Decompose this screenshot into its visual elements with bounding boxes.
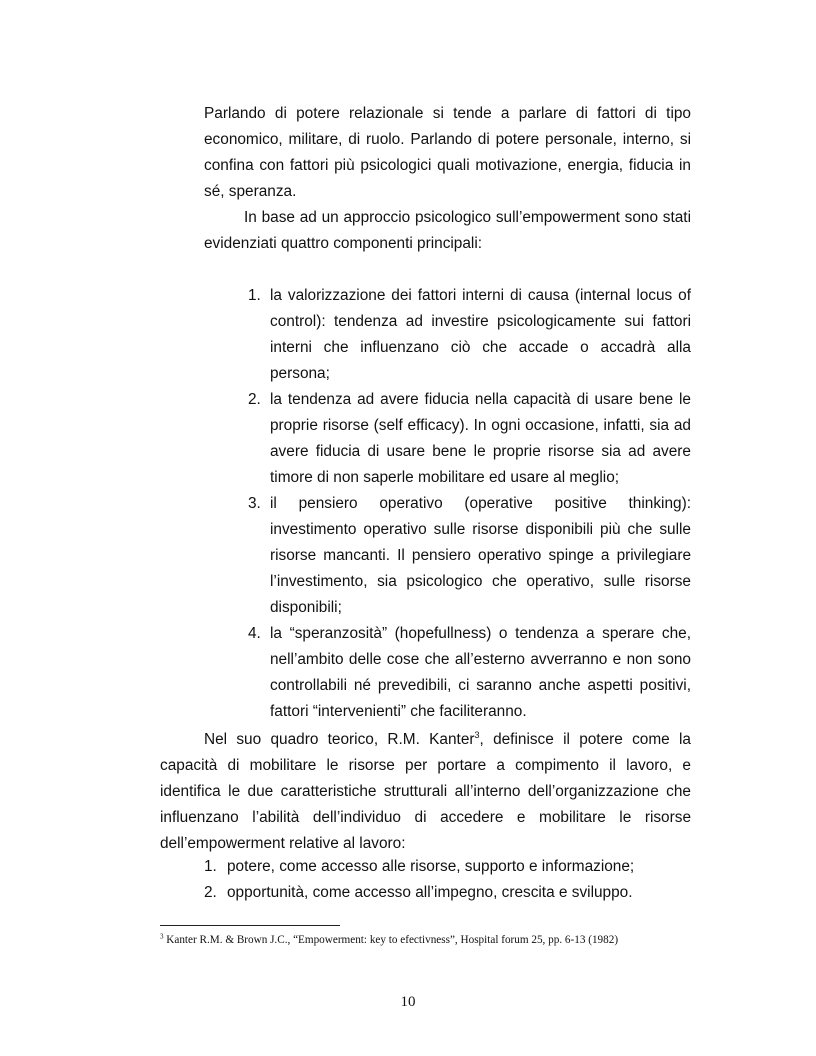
list-item bbox=[0, 491, 816, 621]
list-item bbox=[0, 283, 816, 387]
kanter-text-end: , definisce il potere come la capacità di mobilitare le risorse per portare a compimento il lavoro, e identifica le due caratteristiche strutturali all’interno dell’organizzazione che influenzano l’abilità dell’individuo di accedere e mobilitare le risorse dell’empowerment relative al lavoro: bbox=[160, 731, 691, 852]
paragraph-kanter bbox=[160, 727, 691, 857]
paragraph-psychological-approach: In base ad un approccio psicologico sull’empowerment sono stati evidenziati quattro componenti principali: bbox=[204, 209, 691, 252]
list-item-number: 1. bbox=[204, 858, 217, 875]
list-item-text: opportunità, come accesso all’impegno, crescita e sviluppo. bbox=[227, 884, 633, 901]
footnote-reference[interactable]: 3 bbox=[474, 729, 480, 740]
list-item-text: la “speranzosità” (hopefullness) o tendenza a sperare che, nell’ambito delle cose che all’esterno avverranno e non sono controllabili né prevedibili, ci saranno anche aspetti positivi, fattori “intervenienti” che faciliteranno. bbox=[270, 625, 691, 720]
footnote-divider bbox=[160, 925, 340, 926]
list-item-number: 3. bbox=[248, 495, 261, 512]
components-list bbox=[0, 283, 816, 725]
list-item bbox=[0, 854, 816, 880]
page-number: 10 bbox=[400, 994, 416, 1010]
footnote bbox=[160, 933, 720, 948]
list-item-number: 4. bbox=[248, 625, 261, 642]
list-item-number: 1. bbox=[248, 287, 261, 304]
list-item bbox=[0, 880, 816, 906]
list-item bbox=[0, 387, 816, 491]
footnote-marker: 3 bbox=[160, 932, 164, 941]
list-item-text: la tendenza ad avere fiducia nella capacità di usare bene le proprie risorse (self efficacy). In ogni occasione, infatti, sia ad avere fiducia di usare bene le proprie risorse sia ad avere timore di non saperle mobilitare ed usare al meglio; bbox=[270, 391, 691, 486]
list-item bbox=[0, 621, 816, 725]
kanter-text-start: Nel suo quadro teorico, R.M. Kanter bbox=[204, 731, 475, 748]
list-item-number: 2. bbox=[248, 391, 261, 408]
kanter-list bbox=[0, 854, 816, 906]
list-item-text: potere, come accesso alle risorse, supporto e informazione; bbox=[227, 858, 635, 875]
footnote-text: Kanter R.M. & Brown J.C., “Empowerment: key to efectivness”, Hospital forum 25, pp. 6-13 (1982) bbox=[163, 934, 619, 946]
list-item-text: il pensiero operativo (operative positive thinking): investimento operativo sulle risorse disponibili più che sulle risorse mancanti. Il pensiero operativo spinge a privilegiare l’investimento, sia psicologico che operativo, sulle risorse disponibili; bbox=[270, 495, 691, 616]
paragraph-relational-power: Parlando di potere relazionale si tende a parlare di fattori di tipo economico, militare, di ruolo. Parlando di potere personale, interno, si confina con fattori più psicologici quali motivazione, energia, fiducia in sé, speranza. bbox=[204, 105, 691, 200]
list-item-number: 2. bbox=[204, 884, 217, 901]
list-item-text: la valorizzazione dei fattori interni di causa (internal locus of control): tendenza ad investire psicologicamente sui fattori interni che influenzano ciò che accade o accadrà alla persona; bbox=[270, 287, 691, 382]
